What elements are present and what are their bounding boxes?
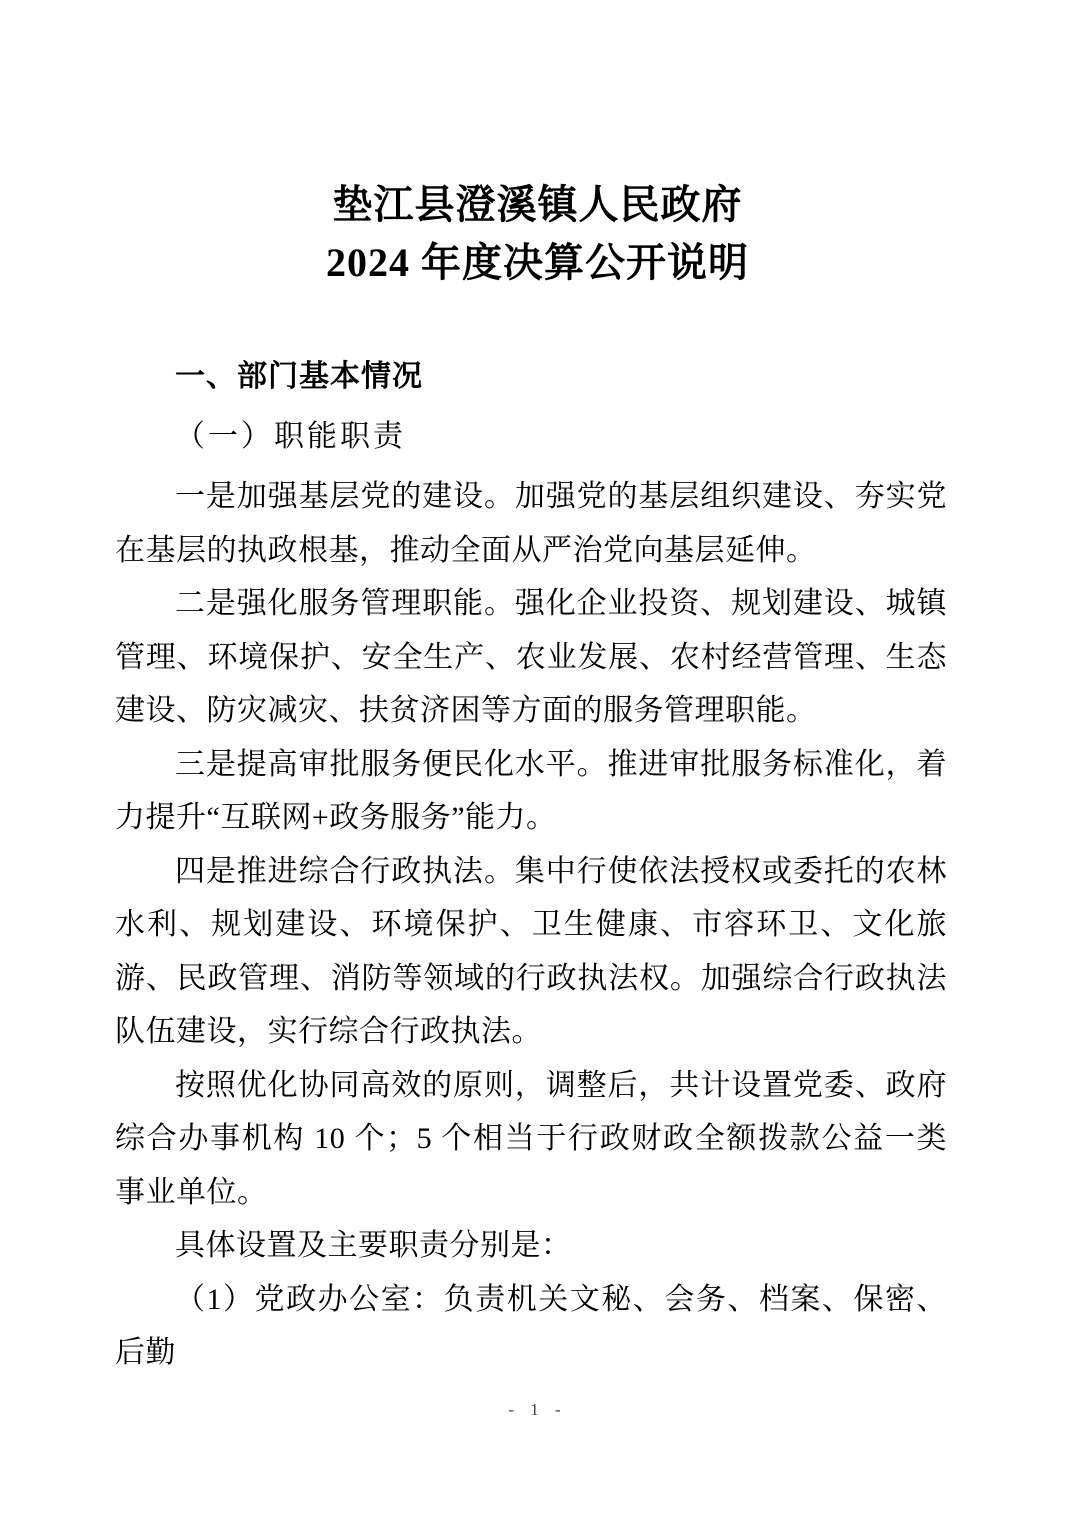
- paragraph-duty-4: 四是推进综合行政执法。集中行使依法授权或委托的农林水利、规划建设、环境保护、卫生健康、市容环卫、文化旅游、民政管理、消防等领域的行政执法权。加强综合行政执法队伍建设，实行综合行政执法。: [115, 854, 947, 1048]
- paragraph-duties-intro: 具体设置及主要职责分别是：: [175, 1229, 572, 1262]
- document-title-line2: 2024 年度决算公开说明: [326, 240, 749, 285]
- paragraph-office-1: （1）党政办公室：负责机关文秘、会务、档案、保密、后勤: [115, 1282, 947, 1369]
- paragraph-duty-3: 三是提高审批服务便民化水平。推进审批服务标准化，着力提升“互联网+政务服务”能力。: [115, 747, 947, 834]
- paragraph-duty-1: 一是加强基层党的建设。加强党的基层组织建设、夯实党在基层的执政根基，推动全面从严治党向基层延伸。: [115, 480, 947, 567]
- paragraph-org-structure: 按照优化协同高效的原则，调整后，共计设置党委、政府综合办事机构 10 个；5 个相当于行政财政全额拨款公益一类事业单位。: [115, 1068, 947, 1209]
- subsection-heading-duties: （一）职能职责: [175, 420, 406, 453]
- document-body: [115, 358, 947, 1380]
- paragraph-list: [115, 470, 947, 1380]
- document-title: [0, 176, 1075, 292]
- page-number: - 1 -: [508, 1400, 567, 1419]
- document-title-line1: 垫江县澄溪镇人民政府: [332, 182, 743, 227]
- paragraph-duty-2: 二是强化服务管理职能。强化企业投资、规划建设、城镇管理、环境保护、安全生产、农业发展、农村经营管理、生态建设、防灾减灾、扶贫济困等方面的服务管理职能。: [115, 587, 947, 727]
- section-heading-basic-info: 一、部门基本情况: [175, 360, 423, 393]
